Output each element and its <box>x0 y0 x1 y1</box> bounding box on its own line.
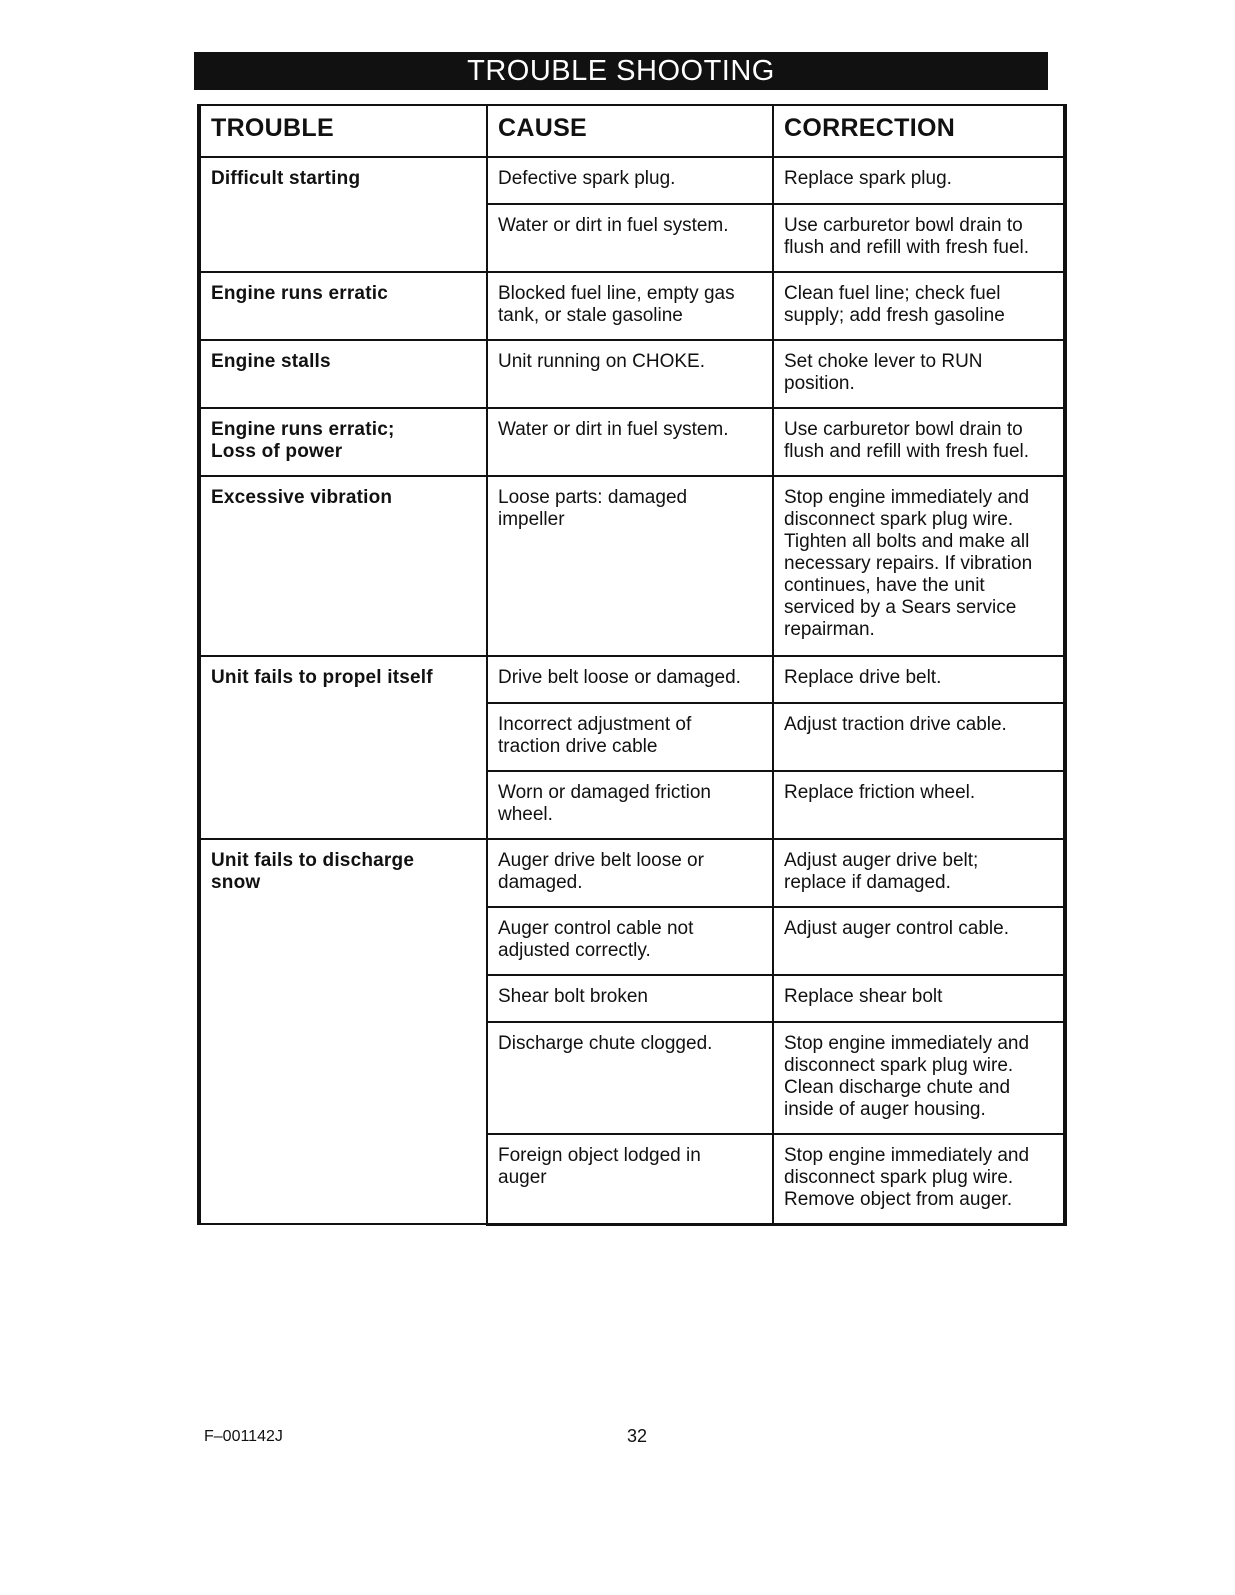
trouble-cell <box>199 408 487 476</box>
trouble-cell: Engine runs erratic <box>199 272 487 340</box>
table-row <box>199 340 1065 408</box>
trouble-cell <box>199 839 487 1224</box>
trouble-text: Engine runs erratic; Loss of power <box>211 419 395 462</box>
table-row <box>199 839 1065 907</box>
correction-cell: Replace friction wheel. <box>773 771 1065 839</box>
table-row <box>199 272 1065 340</box>
header-correction: CORRECTION <box>773 105 1065 157</box>
correction-cell: Clean fuel line; check fuel supply; add fresh gasoline <box>773 272 1065 340</box>
trouble-text: Unit fails to discharge snow <box>211 850 415 893</box>
cause-text: Loose parts: damaged impeller <box>498 487 688 530</box>
troubleshooting-table <box>197 104 1067 1226</box>
cause-cell <box>487 907 773 975</box>
correction-cell: Replace shear bolt <box>773 975 1065 1022</box>
header-cause: CAUSE <box>487 105 773 157</box>
correction-cell: Stop engine immediately and disconnect spark plug wire. Clean discharge chute and inside of auger housing. <box>773 1022 1065 1134</box>
cause-cell: Drive belt loose or damaged. <box>487 656 773 703</box>
correction-cell: Set choke lever to RUN position. <box>773 340 1065 408</box>
correction-cell: Adjust traction drive cable. <box>773 703 1065 771</box>
correction-cell: Replace spark plug. <box>773 157 1065 204</box>
cause-cell: Unit running on CHOKE. <box>487 340 773 408</box>
cause-cell: Defective spark plug. <box>487 157 773 204</box>
cause-cell <box>487 839 773 907</box>
correction-cell: Use carburetor bowl drain to flush and refill with fresh fuel. <box>773 204 1065 272</box>
table-row <box>199 656 1065 703</box>
trouble-cell: Excessive vibration <box>199 476 487 656</box>
correction-text: Adjust auger drive belt; replace if damaged. <box>784 850 979 893</box>
page-title: TROUBLE SHOOTING <box>194 52 1048 90</box>
cause-cell: Water or dirt in fuel system. <box>487 408 773 476</box>
table-header-row <box>199 105 1065 157</box>
cause-cell: Blocked fuel line, empty gas tank, or stale gasoline <box>487 272 773 340</box>
correction-cell: Stop engine immediately and disconnect spark plug wire. Remove object from auger. <box>773 1134 1065 1224</box>
cause-text: Foreign object lodged in auger <box>498 1145 701 1188</box>
cause-text: Worn or damaged friction wheel. <box>498 782 711 825</box>
cause-text: Incorrect adjustment of traction drive cable <box>498 714 692 757</box>
cause-cell <box>487 703 773 771</box>
cause-cell <box>487 476 773 656</box>
cause-text: Auger drive belt loose or damaged. <box>498 850 704 893</box>
cause-cell: Water or dirt in fuel system. <box>487 204 773 272</box>
trouble-cell: Engine stalls <box>199 340 487 408</box>
trouble-cell: Unit fails to propel itself <box>199 656 487 839</box>
document-code: F–001142J <box>204 1428 283 1445</box>
table-row <box>199 157 1065 204</box>
correction-cell: Replace drive belt. <box>773 656 1065 703</box>
correction-cell: Adjust auger control cable. <box>773 907 1065 975</box>
correction-cell <box>773 839 1065 907</box>
table-body <box>199 157 1065 1224</box>
correction-cell: Stop engine immediately and disconnect spark plug wire. Tighten all bolts and make all necessary repairs. If vibration continues, have the unit serviced by a Sears service repairman. <box>773 476 1065 656</box>
cause-cell <box>487 1134 773 1224</box>
header-trouble: TROUBLE <box>199 105 487 157</box>
table-row <box>199 408 1065 476</box>
cause-cell: Discharge chute clogged. <box>487 1022 773 1134</box>
table-row <box>199 476 1065 656</box>
correction-cell: Use carburetor bowl drain to flush and refill with fresh fuel. <box>773 408 1065 476</box>
cause-cell <box>487 771 773 839</box>
page-number: 32 <box>627 1426 648 1446</box>
cause-text: Auger control cable not adjusted correctly. <box>498 918 694 961</box>
cause-cell: Shear bolt broken <box>487 975 773 1022</box>
trouble-cell: Difficult starting <box>199 157 487 272</box>
